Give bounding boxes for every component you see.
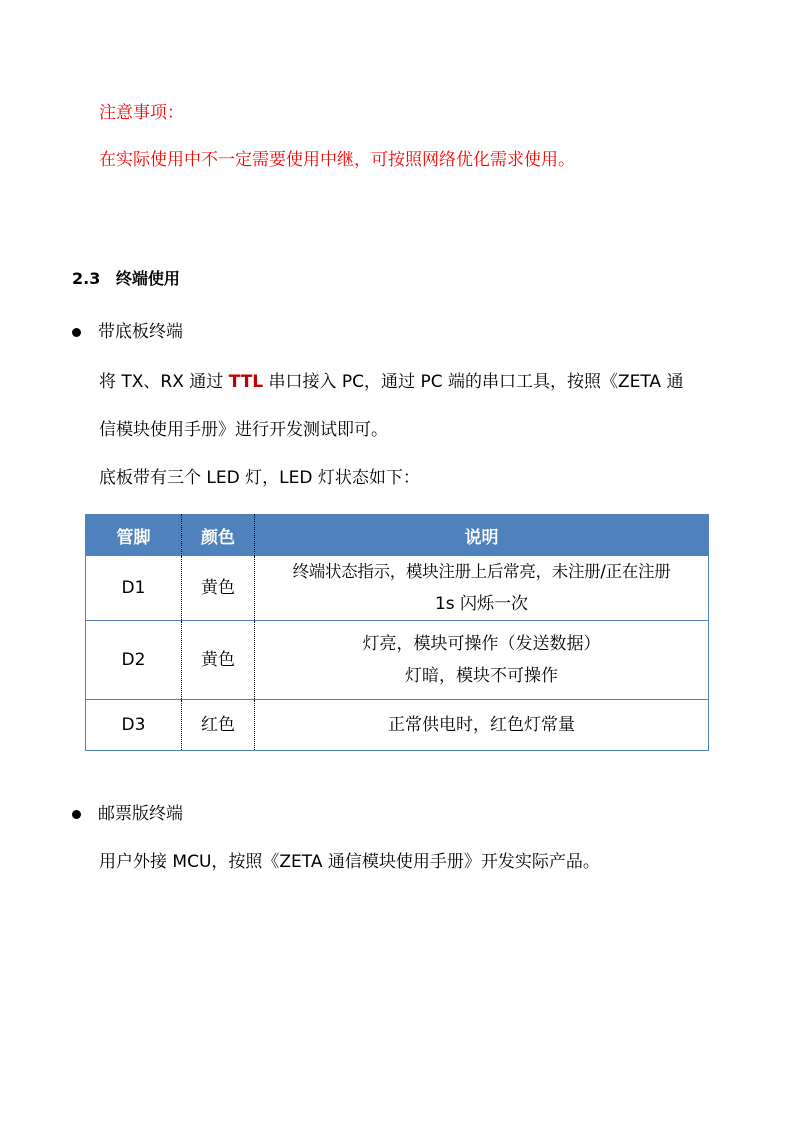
bullet-item-baseboard: [72, 320, 183, 344]
table-row: [86, 621, 709, 700]
cell-pin: D2: [86, 621, 182, 700]
section-heading: [72, 267, 180, 291]
table-row: [86, 700, 709, 751]
paragraph-text: 将 TX、RX 通过: [99, 372, 229, 392]
paragraph-connection-line2: 信模块使用手册》进行开发测试即可。: [99, 420, 388, 440]
table-header-row: [86, 514, 709, 556]
paragraph-text: 串口接入 PC，通过 PC 端的串口工具，按照《ZETA 通: [263, 372, 684, 392]
cell-description: [255, 700, 709, 751]
bullet-item-stamp-board: [72, 802, 183, 826]
bullet-dot-icon: [72, 328, 81, 337]
description-line: 灯亮，模块可操作（发送数据）: [362, 634, 601, 654]
description-line: 灯暗，模块不可操作: [405, 666, 558, 686]
header-pin: 管脚: [86, 514, 182, 556]
led-status-table: [85, 514, 709, 751]
section-title: 终端使用: [115, 269, 180, 288]
notice-title: 注意事项：: [99, 103, 184, 123]
cell-description: [255, 556, 709, 621]
section-number: 2.3: [72, 269, 101, 288]
cell-color: 黄色: [182, 621, 255, 700]
header-description: 说明: [255, 514, 709, 556]
header-color: 颜色: [182, 514, 255, 556]
notice-body: 在实际使用中不一定需要使用中继，可按照网络优化需求使用。: [99, 150, 575, 170]
paragraph-mcu: 用户外接 MCU，按照《ZETA 通信模块使用手册》开发实际产品。: [99, 852, 600, 872]
cell-color: 黄色: [182, 556, 255, 621]
ttl-highlight: TTL: [228, 372, 264, 392]
description-line: 终端状态指示，模块注册上后常亮，未注册/正在注册: [292, 562, 671, 581]
cell-color: 红色: [182, 700, 255, 751]
description-line: 1s 闪烁一次: [434, 594, 529, 614]
description-line: 正常供电时，红色灯常量: [388, 715, 575, 735]
paragraph-connection: [99, 370, 683, 394]
table-row: [86, 556, 709, 621]
cell-pin: D3: [86, 700, 182, 751]
bullet-dot-icon: [72, 810, 81, 819]
cell-pin: D1: [86, 556, 182, 621]
cell-description: [255, 621, 709, 700]
bullet-label: 邮票版终端: [98, 804, 183, 824]
bullet-label: 带底板终端: [98, 322, 183, 342]
paragraph-led-intro: 底板带有三个 LED 灯，LED 灯状态如下：: [99, 468, 420, 488]
